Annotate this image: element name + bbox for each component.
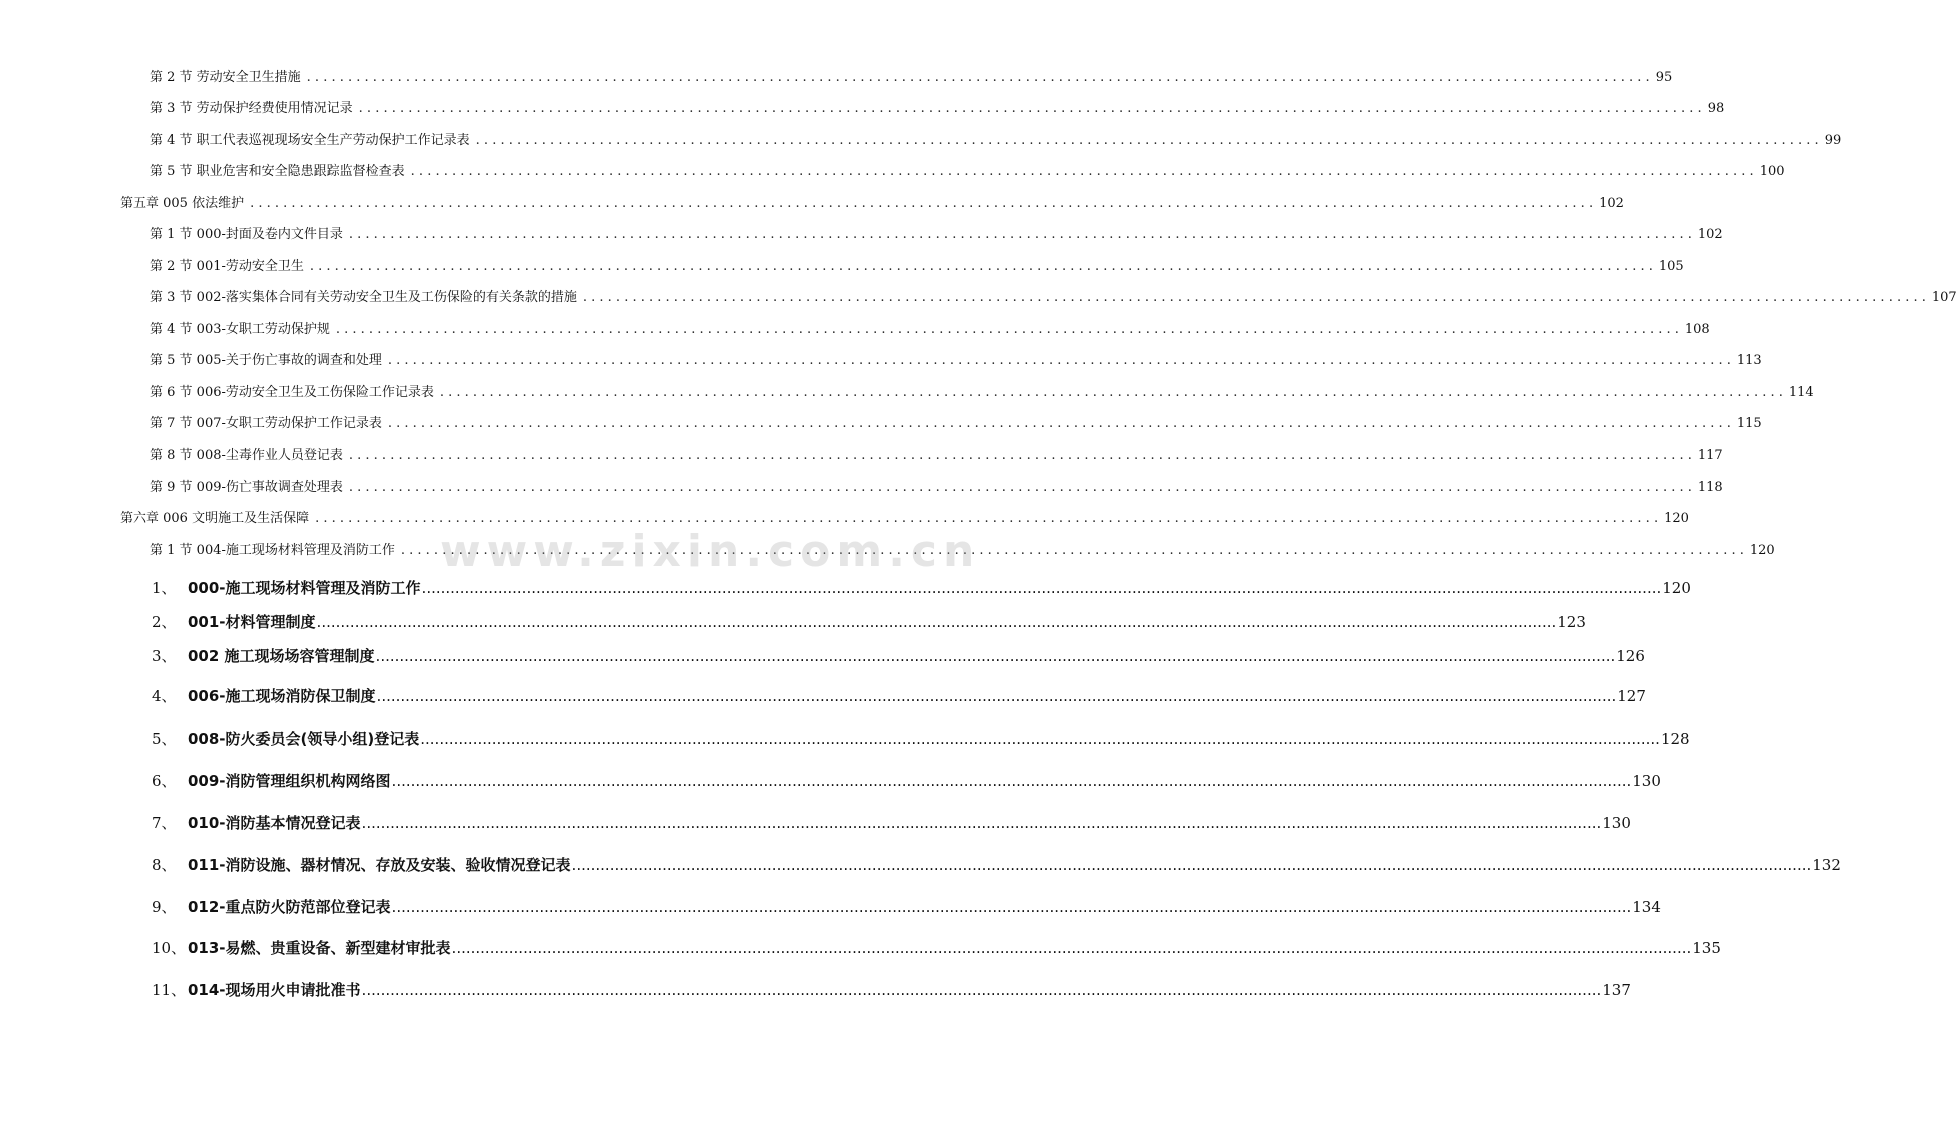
toc-entry-title: 第 4 节 职工代表巡视现场安全生产劳动保护工作记录表 <box>150 133 470 148</box>
toc-chapter[interactable] <box>120 195 1624 213</box>
toc-page-number: 98 <box>1707 101 1725 116</box>
dot-leader <box>362 813 1602 833</box>
item-number: 10、 <box>152 939 187 957</box>
dot-leader <box>307 69 1650 87</box>
item-number: 8、 <box>152 856 177 874</box>
toc-page-number: 100 <box>1759 164 1785 179</box>
item-number: 11、 <box>152 981 187 999</box>
dot-leader <box>349 447 1692 465</box>
dot-leader <box>476 132 1819 150</box>
item-title: 000-施工现场材料管理及消防工作 <box>188 579 421 597</box>
dot-leader <box>452 938 1692 958</box>
toc-entry[interactable] <box>150 384 1814 402</box>
toc-item[interactable] <box>152 938 1721 958</box>
dot-leader <box>583 289 1926 307</box>
toc-entry[interactable] <box>150 289 1957 307</box>
toc-page-number: 95 <box>1655 70 1673 85</box>
toc-chapter-title: 第六章 006 文明施工及生活保障 <box>120 511 310 526</box>
toc-page-number: 102 <box>1697 227 1723 242</box>
toc-entry[interactable] <box>150 132 1842 150</box>
toc-entry[interactable] <box>150 479 1723 497</box>
toc-page-number: 107 <box>1931 290 1957 305</box>
dot-leader <box>411 163 1754 181</box>
toc-entry[interactable] <box>150 415 1762 433</box>
toc-page-number: 120 <box>1664 511 1689 526</box>
dot-leader <box>362 980 1602 1000</box>
item-number: 2、 <box>152 613 177 631</box>
dot-leader <box>349 226 1692 244</box>
toc-entry[interactable] <box>150 447 1723 465</box>
item-number: 1、 <box>152 579 177 597</box>
toc-item[interactable] <box>152 897 1661 917</box>
toc-entry[interactable] <box>150 163 1785 181</box>
toc-entry-title: 第 3 节 002-落实集体合同有关劳动安全卫生及工伤保险的有关条款的措施 <box>150 290 577 305</box>
toc-item[interactable] <box>152 578 1691 598</box>
dot-leader <box>388 415 1731 433</box>
toc-entry[interactable] <box>150 352 1762 370</box>
toc-item[interactable] <box>152 612 1586 632</box>
toc-page-number: 117 <box>1697 448 1723 463</box>
toc-entry[interactable] <box>150 258 1684 276</box>
dot-leader <box>392 771 1632 791</box>
toc-page-number: 108 <box>1684 322 1710 337</box>
toc-page-number: 120 <box>1749 543 1775 558</box>
toc-entry[interactable] <box>150 69 1673 87</box>
dot-leader <box>572 855 1812 875</box>
item-page-number: 134 <box>1632 898 1661 916</box>
item-title: 009-消防管理组织机构网络图 <box>188 772 391 790</box>
watermark: www.zixin.com.cn <box>440 526 981 577</box>
toc-page-number: 113 <box>1736 353 1762 368</box>
toc-entry-title: 第 5 节 职业危害和安全隐患跟踪监督检查表 <box>150 164 405 179</box>
toc-chapter[interactable] <box>120 510 1689 528</box>
toc-entry-title: 第 5 节 005-关于伤亡事故的调查和处理 <box>150 353 382 368</box>
toc-entry-title: 第 8 节 008-尘毒作业人员登记表 <box>150 448 343 463</box>
item-page-number: 126 <box>1616 647 1645 665</box>
item-title: 008-防火委员会(领导小组)登记表 <box>188 730 420 748</box>
dot-leader <box>388 352 1731 370</box>
toc-item[interactable] <box>152 646 1645 666</box>
item-title: 012-重点防火防范部位登记表 <box>188 898 391 916</box>
item-page-number: 127 <box>1617 687 1646 705</box>
toc-item[interactable] <box>152 855 1841 875</box>
toc-entry-title: 第 2 节 001-劳动安全卫生 <box>150 259 304 274</box>
dot-leader <box>377 686 1617 706</box>
toc-page-number: 105 <box>1658 259 1684 274</box>
item-number: 4、 <box>152 687 177 705</box>
item-number: 5、 <box>152 730 177 748</box>
toc-entry[interactable] <box>150 542 1775 560</box>
item-number: 3、 <box>152 647 177 665</box>
item-title: 006-施工现场消防保卫制度 <box>188 687 376 705</box>
dot-leader <box>392 897 1632 917</box>
item-number: 7、 <box>152 814 177 832</box>
toc-entry-title: 第 3 节 劳动保护经费使用情况记录 <box>150 101 353 116</box>
dot-leader <box>422 578 1662 598</box>
dot-leader <box>349 479 1692 497</box>
dot-leader <box>315 510 1658 528</box>
item-page-number: 137 <box>1602 981 1631 999</box>
dot-leader <box>376 646 1616 666</box>
dot-leader <box>440 384 1783 402</box>
item-page-number: 132 <box>1812 856 1841 874</box>
toc-entry-title: 第 1 节 004-施工现场材料管理及消防工作 <box>150 543 395 558</box>
item-page-number: 130 <box>1632 772 1661 790</box>
toc-entry-title: 第 6 节 006-劳动安全卫生及工伤保险工作记录表 <box>150 385 434 400</box>
dot-leader <box>317 612 1557 632</box>
toc-entry-title: 第 4 节 003-女职工劳动保护规 <box>150 322 330 337</box>
item-page-number: 128 <box>1660 730 1690 748</box>
item-title: 011-消防设施、器材情况、存放及安装、验收情况登记表 <box>188 856 571 874</box>
toc-item[interactable] <box>152 980 1631 1000</box>
dot-leader <box>310 258 1653 276</box>
toc-entry[interactable] <box>150 100 1725 118</box>
dot-leader <box>401 542 1744 560</box>
item-title: 010-消防基本情况登记表 <box>188 814 361 832</box>
toc-item[interactable] <box>152 771 1661 791</box>
dot-leader <box>359 100 1702 118</box>
toc-entry-title: 第 2 节 劳动安全卫生措施 <box>150 70 301 85</box>
item-title: 001-材料管理制度 <box>188 613 316 631</box>
dot-leader <box>336 321 1679 339</box>
item-number: 6、 <box>152 772 177 790</box>
item-title: 014-现场用火申请批准书 <box>188 981 361 999</box>
toc-page-number: 102 <box>1599 196 1624 211</box>
toc-entry[interactable] <box>150 226 1723 244</box>
toc-entry-title: 第 7 节 007-女职工劳动保护工作记录表 <box>150 416 382 431</box>
toc-entry-title: 第 1 节 000-封面及卷内文件目录 <box>150 227 343 242</box>
dot-leader <box>250 195 1593 213</box>
toc-item[interactable] <box>152 729 1690 749</box>
toc-page-number: 118 <box>1697 480 1723 495</box>
toc-item[interactable] <box>152 686 1646 706</box>
toc-entry-title: 第 9 节 009-伤亡事故调查处理表 <box>150 480 343 495</box>
toc-entry[interactable] <box>150 321 1710 339</box>
toc-page-number: 115 <box>1736 416 1762 431</box>
toc-chapter-title: 第五章 005 依法维护 <box>120 196 245 211</box>
item-title: 013-易燃、贵重设备、新型建材审批表 <box>188 939 451 957</box>
dot-leader <box>420 729 1660 749</box>
item-page-number: 123 <box>1557 613 1586 631</box>
item-number: 9、 <box>152 898 177 916</box>
toc-page-number: 114 <box>1788 385 1814 400</box>
toc-item[interactable] <box>152 813 1631 833</box>
item-page-number: 120 <box>1662 579 1691 597</box>
item-page-number: 130 <box>1602 814 1631 832</box>
item-page-number: 135 <box>1692 939 1721 957</box>
toc-page-number: 99 <box>1824 133 1842 148</box>
item-title: 002 施工现场场容管理制度 <box>188 647 375 665</box>
